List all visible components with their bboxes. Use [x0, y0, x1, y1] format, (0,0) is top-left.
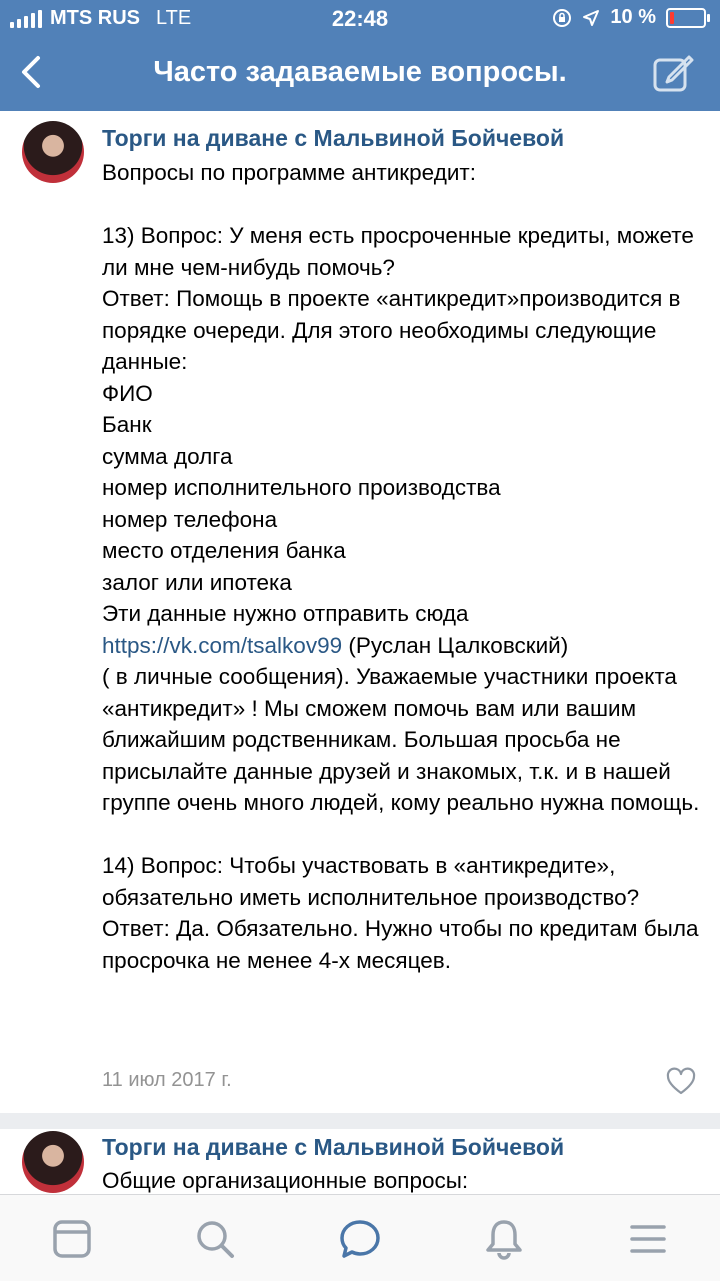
discussion-feed[interactable]	[0, 111, 720, 1194]
answer-13: Ответ: Помощь в проекте «антикредит»производится в порядке очереди. Для этого необходимы следующие данные:	[102, 286, 687, 374]
nav-bar	[0, 36, 720, 111]
post-intro: Вопросы по программе антикредит:	[102, 160, 476, 185]
compose-icon[interactable]	[652, 52, 694, 94]
page-title: Часто задаваемые вопросы.	[153, 56, 567, 88]
rotation-lock-icon	[552, 8, 572, 28]
question-14: 14) Вопрос: Чтобы участвовать в «антикредите», обязательно иметь исполнительное производство?	[102, 853, 640, 910]
app-header	[0, 0, 720, 111]
profile-link[interactable]: https://vk.com/tsalkov99	[102, 632, 343, 658]
carrier-name: MTS RUS	[50, 7, 140, 29]
post-paragraph: ( в личные сообщения). Уважаемые участники проекта «антикредит» ! Мы сможем помочь вам или вашим ближайшим родственникам. Большая просьба не присылайте данные друзей и знакомых, т.к. и в нашей группе очень много людей, кому реально нужна помощь.	[102, 664, 700, 815]
news-icon[interactable]	[50, 1217, 94, 1261]
avatar[interactable]	[22, 1131, 84, 1193]
list-item: сумма долга	[102, 443, 233, 469]
answer-14: Ответ: Да. Обязательно. Нужно чтобы по кредитам была просрочка не менее 4-х месяцев.	[102, 916, 705, 973]
location-icon	[582, 9, 600, 27]
post-author[interactable]: Торги на диване с Мальвиной Бойчевой	[102, 1134, 565, 1160]
post-body	[102, 1165, 702, 1194]
post	[0, 1129, 720, 1194]
question-13: 13) Вопрос: У меня есть просроченные кредиты, можете ли мне чем-нибудь помочь?	[102, 223, 701, 280]
bell-icon[interactable]	[482, 1217, 526, 1261]
post-body	[102, 157, 705, 976]
send-suffix: (Руслан Цалковский)	[342, 632, 569, 658]
post-intro: Общие организационные вопросы:	[102, 1168, 469, 1193]
send-instructions	[102, 598, 702, 661]
list-item: номер исполнительного производства	[102, 475, 501, 500]
search-icon[interactable]	[193, 1217, 237, 1261]
clock: 22:48	[331, 6, 389, 31]
list-item: ФИО	[102, 380, 153, 406]
avatar[interactable]	[22, 121, 84, 183]
messages-icon[interactable]	[338, 1217, 382, 1261]
post-author[interactable]: Торги на диване с Мальвиной Бойчевой	[102, 125, 565, 151]
post	[0, 111, 720, 1100]
list-item: место отделения банка	[102, 538, 346, 563]
status-bar	[0, 0, 720, 36]
list-item: Банк	[102, 412, 152, 437]
battery-percent: 10 %	[610, 6, 656, 28]
network-type: LTE	[156, 7, 192, 29]
list-item: номер телефона	[102, 506, 278, 532]
heart-icon[interactable]	[666, 1067, 696, 1097]
menu-icon[interactable]	[626, 1217, 670, 1261]
tab-bar	[0, 1194, 720, 1281]
post-date: 11 июл 2017 г.	[102, 1069, 232, 1091]
battery-icon	[666, 8, 706, 28]
list-item: залог или ипотека	[102, 569, 292, 595]
post-separator	[0, 1113, 720, 1129]
send-prefix: Эти данные нужно отправить сюда	[102, 601, 475, 626]
